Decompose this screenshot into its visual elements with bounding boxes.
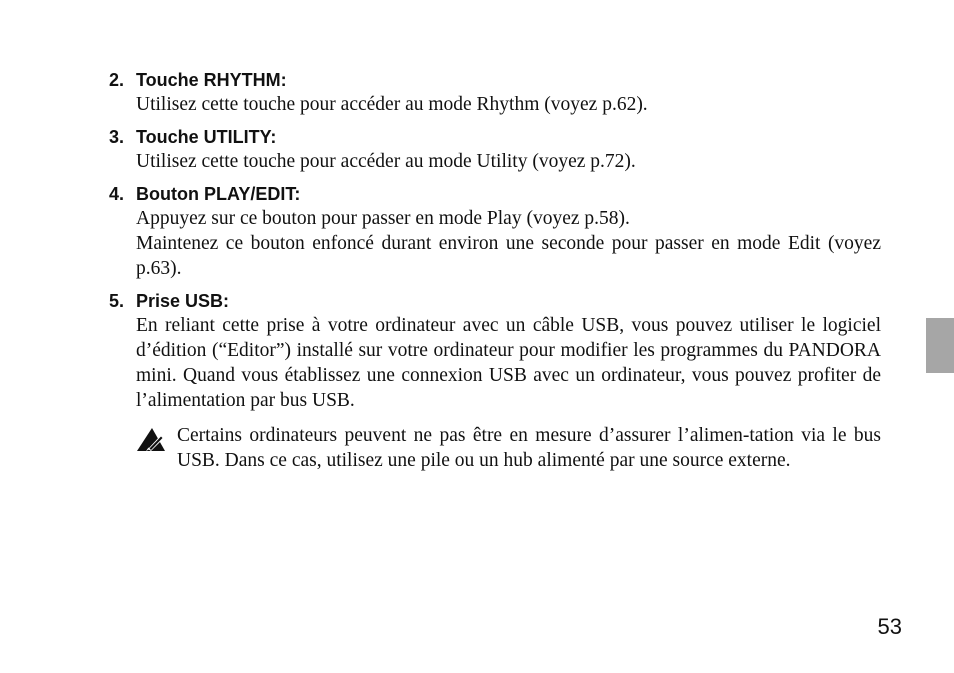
item-title: Bouton PLAY/EDIT: (136, 184, 301, 204)
item-play-edit-button (109, 182, 881, 281)
item-description (136, 92, 881, 117)
item-usb-port (109, 289, 881, 413)
item-number: 4. (109, 184, 125, 204)
item-paragraph: Maintenez ce bouton enfoncé durant environ une seconde pour passer en mode Edit (voyez p.63). (136, 233, 881, 279)
item-paragraph: En reliant cette prise à votre ordinateur avec un câble USB, vous pouvez utiliser le logiciel d’édition (“Editor”) installé sur votre ordinateur pour modifier les programmes du PANDORA mini. Quand vous établissez une connexion USB avec un ordinateur, vous pouvez profiter de l’alimentation par bus USB. (136, 315, 881, 411)
note-text: Certains ordinateurs peuvent ne pas être en mesure d’assurer l’alimen-tation via le bus USB. Dans ce cas, utilisez une pile ou un hub alimenté par une source externe. (177, 425, 881, 471)
page-number: 53 (877, 614, 902, 639)
chapter-side-tab (926, 318, 954, 373)
item-heading (109, 182, 881, 206)
item-number: 2. (109, 70, 125, 90)
item-heading (109, 125, 881, 149)
item-heading (109, 289, 881, 313)
item-paragraph: Utilisez cette touche pour accéder au mode Utility (voyez p.72). (136, 151, 636, 172)
item-number: 3. (109, 127, 125, 147)
item-rhythm-key (109, 68, 881, 117)
item-paragraph: Appuyez sur ce bouton pour passer en mode Play (voyez p.58). (136, 208, 630, 229)
page-content (109, 68, 881, 473)
item-paragraph: Utilisez cette touche pour accéder au mode Rhythm (voyez p.62). (136, 94, 648, 115)
caution-note (136, 423, 881, 473)
item-title: Touche RHYTHM: (136, 70, 287, 90)
item-number: 5. (109, 291, 125, 311)
item-title: Prise USB: (136, 291, 230, 311)
caution-pen-icon (136, 423, 177, 473)
item-description (136, 206, 881, 281)
item-description (136, 313, 881, 413)
item-heading (109, 68, 881, 92)
item-utility-key (109, 125, 881, 174)
item-description (136, 149, 881, 174)
item-title: Touche UTILITY: (136, 127, 277, 147)
